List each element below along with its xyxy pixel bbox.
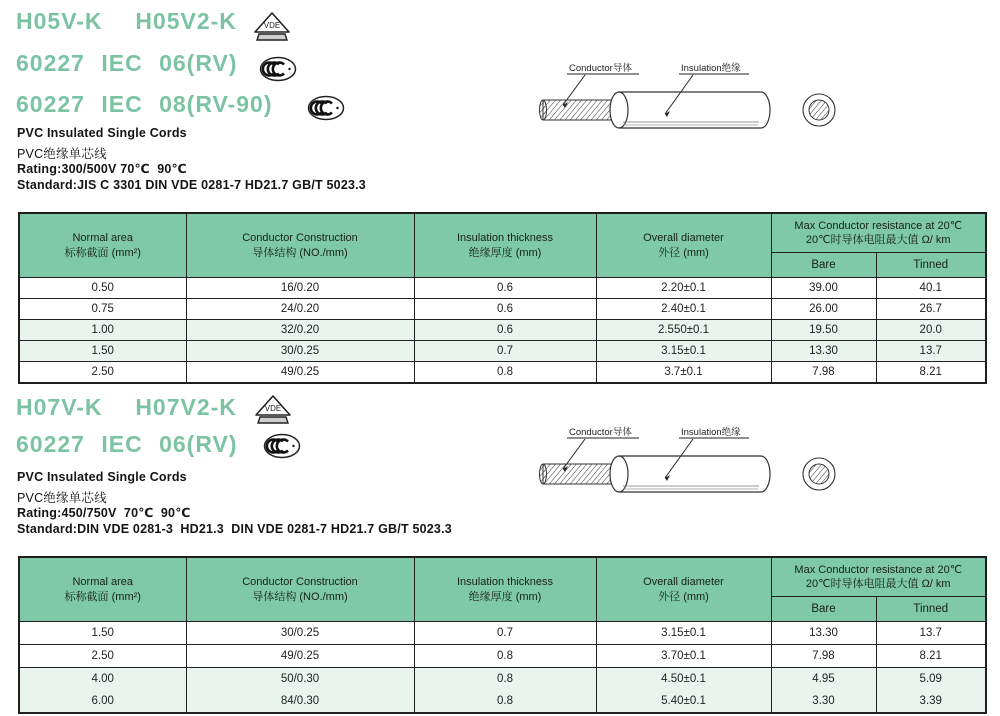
spec-table-h07vk: [18, 556, 987, 714]
table-cell: 8.21: [876, 645, 986, 668]
section1-product-name-en: PVC Insulated Single Cords: [17, 126, 187, 140]
table-cell: 3.39: [876, 690, 986, 713]
table-cell: 49/0.25: [186, 645, 414, 668]
section1-title-type: H05V-K H05V2-K: [16, 8, 237, 34]
table-cell: 0.50: [19, 278, 186, 299]
table-cell: 2.20±0.1: [596, 278, 771, 299]
section2-title-iec06: 60227 IEC 06(RV): [16, 431, 238, 457]
table-cell: 3.70±0.1: [596, 645, 771, 668]
table-cell: 0.6: [414, 320, 596, 341]
table-cell: 0.8: [414, 690, 596, 713]
table-cell: 0.6: [414, 299, 596, 320]
table-cell: 8.21: [876, 362, 986, 384]
ccc-certification-icon: [258, 55, 298, 83]
col-header-normal-area: Normal area 标称截面 (mm²): [19, 213, 186, 278]
ccc-certification-icon: [306, 94, 346, 122]
table-cell: 1.00: [19, 320, 186, 341]
table-cell: 13.7: [876, 341, 986, 362]
table-cell: 40.1: [876, 278, 986, 299]
table-cell: 84/0.30: [186, 690, 414, 713]
section1-rating: Rating:300/500V 70℃ 90℃: [17, 162, 187, 176]
table-cell: 5.09: [876, 668, 986, 691]
col-header-bare: Bare: [771, 597, 876, 622]
table-cell: 19.50: [771, 320, 876, 341]
svg-text:VDE: VDE: [264, 404, 282, 413]
col-header-overall-diameter: Overall diameter 外径 (mm): [596, 557, 771, 622]
section2-title-type: H07V-K H07V2-K: [16, 394, 237, 420]
table-cell: 3.7±0.1: [596, 362, 771, 384]
col-header-normal-area: Normal area 标称截面 (mm²): [19, 557, 186, 622]
table-row: [19, 690, 986, 713]
table-cell: 16/0.20: [186, 278, 414, 299]
table-cell: 0.75: [19, 299, 186, 320]
table-cell: 4.00: [19, 668, 186, 691]
table-cell: 3.30: [771, 690, 876, 713]
table-cell: 0.6: [414, 278, 596, 299]
table-cell: 0.7: [414, 622, 596, 645]
table-row: [19, 278, 986, 299]
col-header-insulation-thickness: Insulation thickness 绝缘厚度 (mm): [414, 213, 596, 278]
table-cell: 26.00: [771, 299, 876, 320]
table-cell: 13.7: [876, 622, 986, 645]
table-cell: 0.7: [414, 341, 596, 362]
table-row: [19, 362, 986, 384]
col-header-overall-diameter: Overall diameter 外径 (mm): [596, 213, 771, 278]
table-cell: 39.00: [771, 278, 876, 299]
insulation-label: Insulation绝缘: [681, 427, 741, 438]
section2-rating: Rating:450/750V 70℃ 90℃: [17, 506, 191, 520]
col-header-max-resistance: Max Conductor resistance at 20℃ 20℃时导体电阻最大值 Ω/ km: [771, 213, 986, 253]
section2-standard: Standard:DIN VDE 0281-3 HD21.3 DIN VDE 0281-7 HD21.7 GB/T 5023.3: [17, 522, 452, 536]
table-cell: 24/0.20: [186, 299, 414, 320]
table-cell: 30/0.25: [186, 622, 414, 645]
table-cell: 30/0.25: [186, 341, 414, 362]
table-row: [19, 668, 986, 691]
section1-title-iec06: 60227 IEC 06(RV): [16, 50, 238, 76]
section2-product-name-en: PVC Insulated Single Cords: [17, 470, 187, 484]
col-header-tinned: Tinned: [876, 253, 986, 278]
table-cell: 7.98: [771, 362, 876, 384]
ccc-certification-icon: [262, 432, 302, 460]
col-header-insulation-thickness: Insulation thickness 绝缘厚度 (mm): [414, 557, 596, 622]
table-cell: 13.30: [771, 341, 876, 362]
table-cell: 1.50: [19, 341, 186, 362]
cable-diagram: [533, 58, 845, 140]
section1-title-iec08: 60227 IEC 08(RV-90): [16, 91, 273, 117]
table-cell: 3.15±0.1: [596, 341, 771, 362]
spec-table-h05vk: [18, 212, 987, 384]
col-header-conductor-construction: Conductor Construction 导体结构 (NO./mm): [186, 213, 414, 278]
col-header-bare: Bare: [771, 253, 876, 278]
table-cell: 0.8: [414, 362, 596, 384]
table-cell: 49/0.25: [186, 362, 414, 384]
table-cell: 6.00: [19, 690, 186, 713]
col-header-max-resistance: Max Conductor resistance at 20℃ 20℃时导体电阻最大值 Ω/ km: [771, 557, 986, 597]
table-cell: 0.8: [414, 645, 596, 668]
table-cell: 13.30: [771, 622, 876, 645]
table-cell: 32/0.20: [186, 320, 414, 341]
table-row: [19, 341, 986, 362]
cable-diagram: [533, 422, 845, 504]
table-row: [19, 299, 986, 320]
conductor-label: Conductor导体: [569, 427, 632, 438]
table-row: [19, 320, 986, 341]
table-cell: 2.550±0.1: [596, 320, 771, 341]
table-cell: 4.50±0.1: [596, 668, 771, 691]
table-cell: 50/0.30: [186, 668, 414, 691]
vde-certification-icon: [253, 394, 293, 427]
table-cell: 1.50: [19, 622, 186, 645]
table-cell: 20.0: [876, 320, 986, 341]
col-header-conductor-construction: Conductor Construction 导体结构 (NO./mm): [186, 557, 414, 622]
table-cell: 0.8: [414, 668, 596, 691]
vde-certification-icon: [252, 11, 292, 44]
table-cell: 2.40±0.1: [596, 299, 771, 320]
table-cell: 3.15±0.1: [596, 622, 771, 645]
section1-product-name-cn: PVC绝缘单芯线: [17, 147, 107, 161]
table-cell: 5.40±0.1: [596, 690, 771, 713]
table-cell: 2.50: [19, 645, 186, 668]
table-cell: 7.98: [771, 645, 876, 668]
table-row: [19, 645, 986, 668]
insulation-label: Insulation绝缘: [681, 63, 741, 74]
section1-standard: Standard:JIS C 3301 DIN VDE 0281-7 HD21.7 GB/T 5023.3: [17, 178, 366, 192]
table-cell: 2.50: [19, 362, 186, 384]
col-header-tinned: Tinned: [876, 597, 986, 622]
table-cell: 26.7: [876, 299, 986, 320]
table-cell: 4.95: [771, 668, 876, 691]
conductor-label: Conductor导体: [569, 63, 632, 74]
section2-product-name-cn: PVC绝缘单芯线: [17, 491, 107, 505]
table-row: [19, 622, 986, 645]
svg-text:VDE: VDE: [263, 21, 281, 30]
